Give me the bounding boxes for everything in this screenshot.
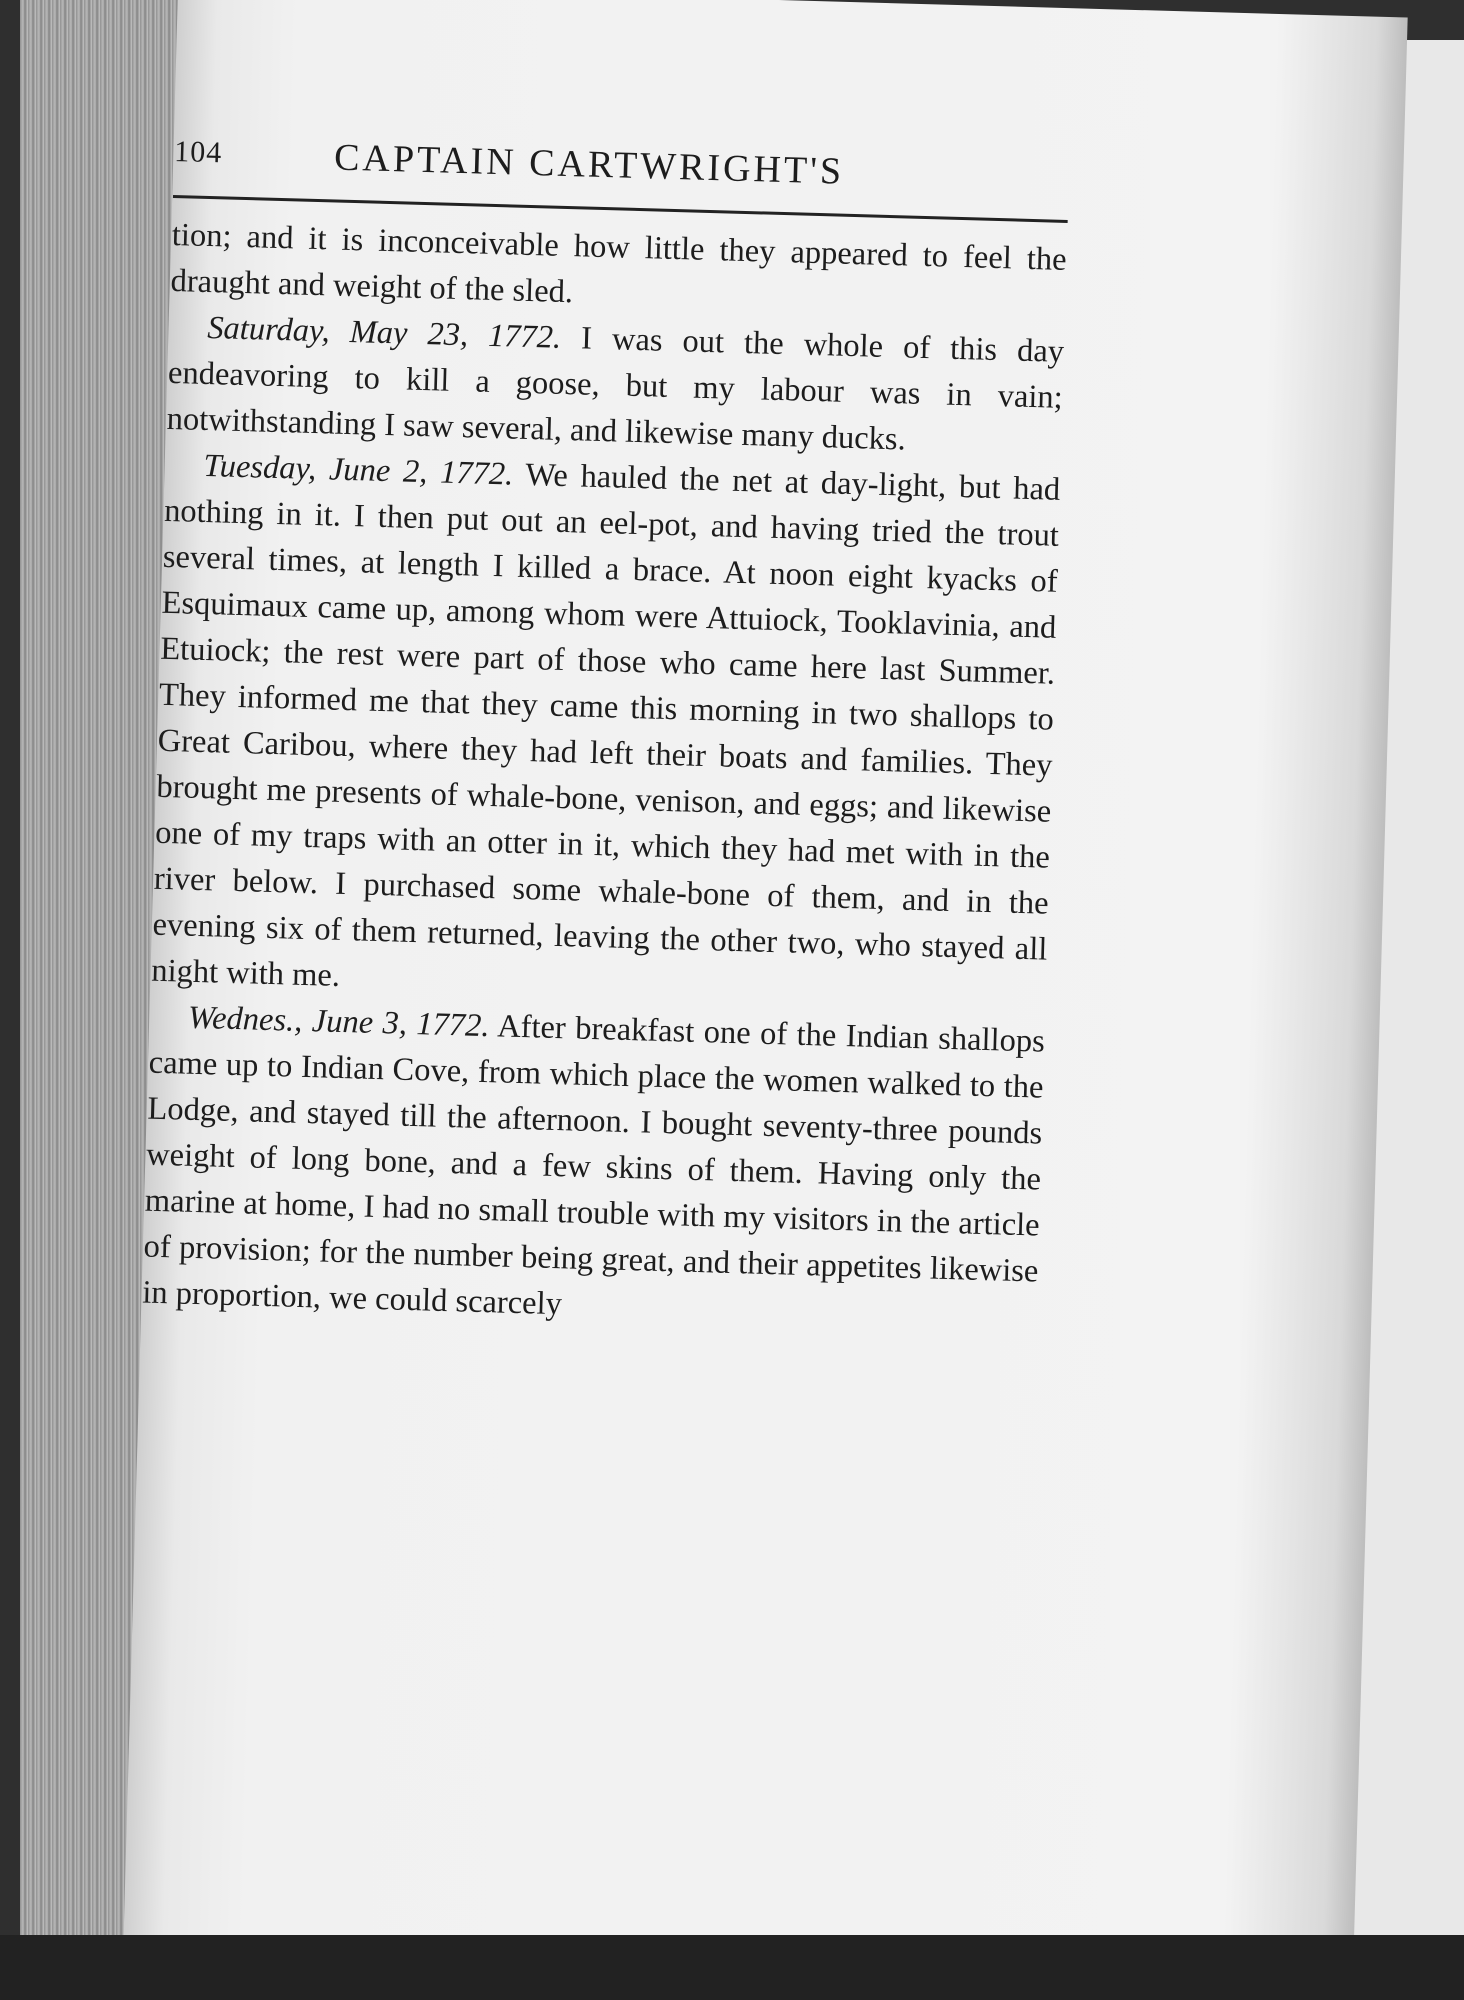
page-number: 104 bbox=[173, 134, 223, 170]
diary-entry bbox=[151, 442, 1061, 1019]
entry-date: Saturday, May 23, 1772. bbox=[206, 309, 562, 356]
entry-text: I was out the whole of this day endeavoring to kill a goose, but my labour was in vain; notwithstanding I saw several, and likewise many ducks. bbox=[166, 320, 1065, 458]
scan-bottom-shadow bbox=[0, 1935, 1464, 2000]
running-head: CAPTAIN CARTWRIGHT'S bbox=[333, 136, 845, 193]
page-content bbox=[142, 125, 1070, 1341]
diary-entry bbox=[166, 304, 1065, 467]
entry-date: Tuesday, June 2, 1772. bbox=[202, 447, 514, 493]
entry-date: Wednes., June 3, 1772. bbox=[187, 999, 491, 1045]
paragraph-text: tion; and it is inconceivable how little they appeared to feel the draught and weight of the sled. bbox=[170, 216, 1068, 311]
entry-text: After breakfast one of the Indian shallops came up to Indian Cove, from which place the women walked to the Lodge, and stayed till the afternoon. I bought seventy-three pounds weight of long bone, and a few skins of them. Having only the marine at home, I had no small trouble with my visitors in the article of provision; for the number being great, and their appetites likewise in proportion, we could scarcely bbox=[141, 1008, 1046, 1323]
entry-text: We hauled the net at day-light, but had nothing in it. I then put out an eel-pot, and having tried the trout several times, at length I killed a brace. At noon eight kyacks of Esquimaux came up, among whom were Attuiock, Tooklavinia, and Etuiock; the rest were part of those who came here last Summer. They informed me that they came this morning in two shallops to Great Caribou, where they had left their boats and families. They brought me presents of whale-bone, venison, and eggs; and likewise one of my traps with an otter in it, which they had met with in the river below. I purchased some whale-bone of them, and in the evening six of them returned, leaving the other two, who stayed all night with me. bbox=[150, 456, 1061, 994]
diary-entry bbox=[142, 994, 1046, 1341]
